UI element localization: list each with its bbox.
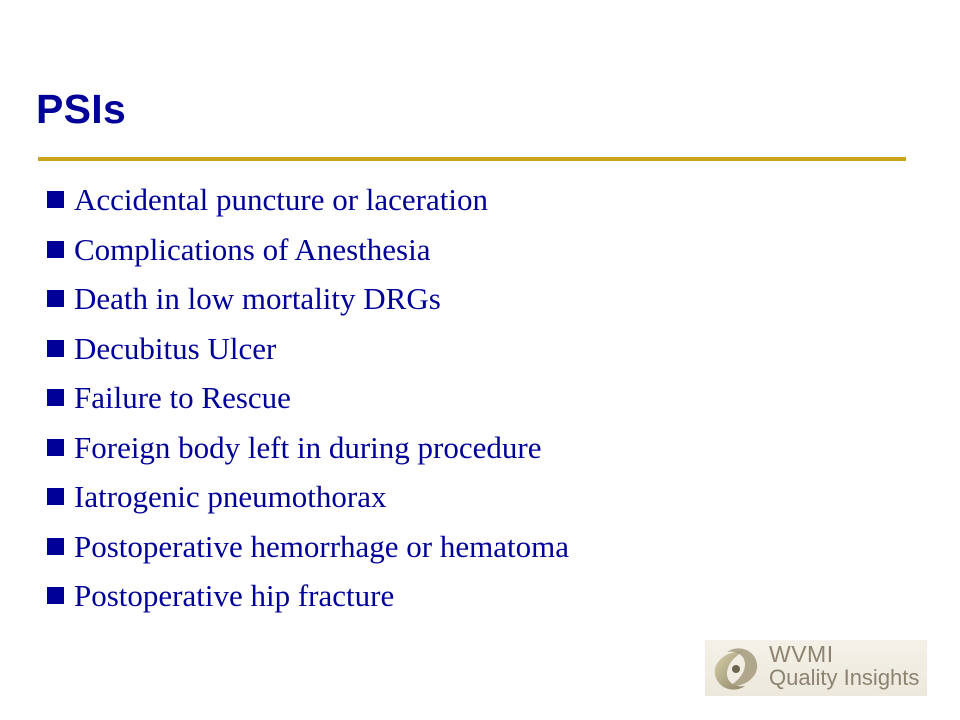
square-bullet-icon: [47, 241, 64, 258]
list-item: [47, 331, 569, 381]
square-bullet-icon: [47, 488, 64, 505]
list-item: [47, 529, 569, 579]
square-bullet-icon: [47, 439, 64, 456]
list-item: [47, 578, 569, 628]
list-item-text: Postoperative hip fracture: [74, 578, 395, 613]
list-item: [47, 479, 569, 529]
list-item-text: Accidental puncture or laceration: [74, 182, 488, 217]
logo-line-2: Quality Insights: [769, 665, 920, 690]
square-bullet-icon: [47, 389, 64, 406]
list-item-text: Death in low mortality DRGs: [74, 281, 441, 316]
wvmi-swirl-logo-icon: [705, 640, 767, 696]
logo-line-1: WVMI: [769, 641, 834, 667]
list-item-text: Foreign body left in during procedure: [74, 429, 542, 465]
logo-wordmark: [769, 642, 919, 690]
wvmi-logo: [705, 640, 927, 696]
bullet-list: [47, 182, 569, 628]
title-divider: [38, 157, 906, 161]
list-item-text: Iatrogenic pneumothorax: [74, 479, 387, 514]
list-item-text: Failure to Rescue: [74, 380, 291, 415]
list-item-text: Postoperative hemorrhage or hematoma: [74, 528, 569, 564]
list-item: [47, 380, 569, 430]
square-bullet-icon: [47, 538, 64, 555]
list-item-text: Decubitus Ulcer: [74, 330, 277, 366]
slide-title: PSIs: [36, 86, 127, 132]
list-item-text: Complications of Anesthesia: [74, 231, 431, 267]
square-bullet-icon: [47, 340, 64, 357]
square-bullet-icon: [47, 191, 64, 208]
square-bullet-icon: [47, 290, 64, 307]
list-item: [47, 430, 569, 480]
list-item: [47, 232, 569, 282]
list-item: [47, 182, 569, 232]
list-item: [47, 281, 569, 331]
square-bullet-icon: [47, 587, 64, 604]
